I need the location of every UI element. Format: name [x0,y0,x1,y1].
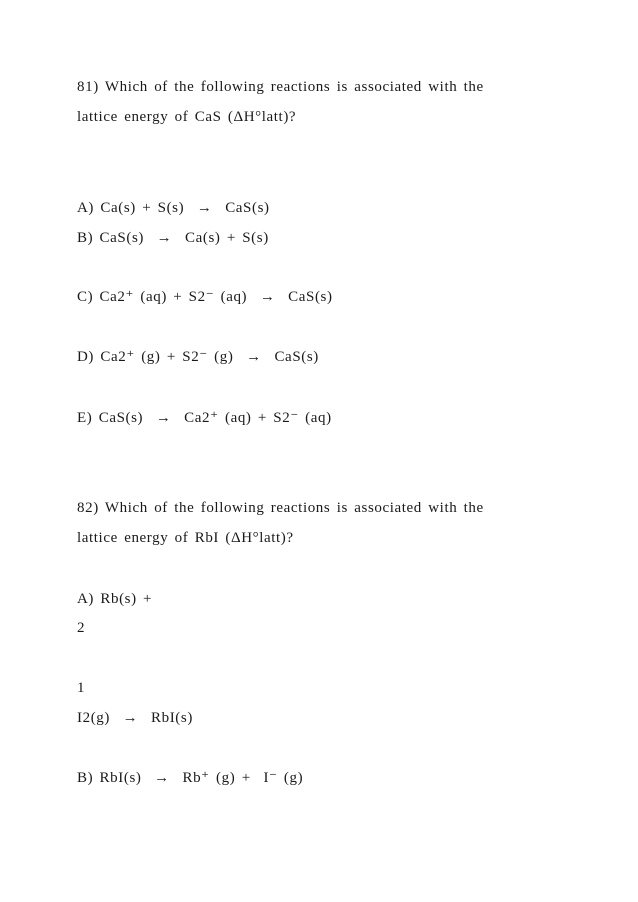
q82-option-a-line-1: A) Rb(s) + [77,591,153,607]
q81-stem-line-1: 81) Which of the following reactions is associated with the [77,79,484,95]
q82-stem-line-2: lattice energy of RbI (ΔH°latt)? [77,530,294,546]
q81-stem-line-2: lattice energy of CaS (ΔH°latt)? [77,109,297,125]
q81-option-e: E) CaS(s) → Ca2⁺ (aq) + S2⁻ (aq) [77,410,332,426]
q82-option-a-line-3: 1 [77,680,86,696]
q82-option-a-line-2: 2 [77,620,86,636]
q81-option-b: B) CaS(s) → Ca(s) + S(s) [77,230,269,246]
q81-option-c: C) Ca2⁺ (aq) + S2⁻ (aq) → CaS(s) [77,289,333,305]
q81-option-d: D) Ca2⁺ (g) + S2⁻ (g) → CaS(s) [77,349,319,365]
q82-option-a-line-4: I2(g) → RbI(s) [77,710,193,726]
q81-option-a: A) Ca(s) + S(s) → CaS(s) [77,200,270,216]
q82-stem-line-1: 82) Which of the following reactions is associated with the [77,500,484,516]
q82-option-b: B) RbI(s) → Rb⁺ (g) + I⁻ (g) [77,770,304,786]
